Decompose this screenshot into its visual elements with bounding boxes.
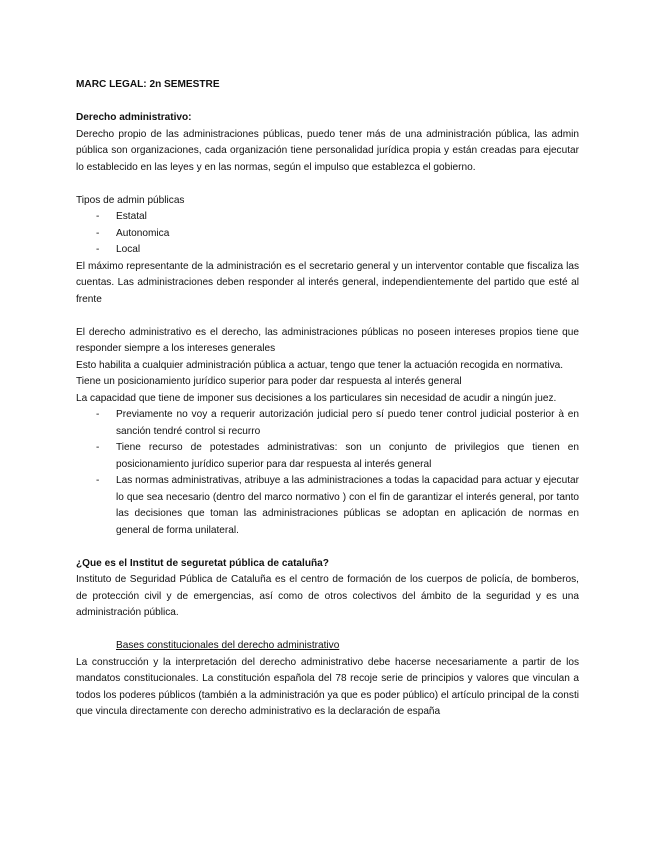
paragraph: Esto habilita a cualquier administración pública a actuar, tengo que tener la actuación recogida en normativa. bbox=[76, 359, 564, 371]
types-list bbox=[76, 209, 579, 259]
paragraph: Tiene un posicionamiento jurídico superior para poder dar respuesta al interés general bbox=[76, 376, 462, 387]
list-item: - Local bbox=[76, 242, 579, 259]
bullet-list bbox=[76, 407, 579, 539]
paragraph: Instituto de Seguridad Pública de Cataluña es el centro de formación de los cuerpos de policía, de bomberos, de protección civil y de emergencias, así como de otros colectivos del ámbito de la seguridad y es una administración pública. bbox=[76, 574, 579, 618]
paragraph: El máximo representante de la administración es el secretario general y un interventor contable que fiscaliza las cuentas. Las administraciones deben responder al interés general, independientemente del partido que esté al frente bbox=[76, 260, 579, 305]
list-item: - Previamente no voy a requerir autorización judicial pero sí puedo tener control judicial posterior à en sanción tendré control si recurro bbox=[76, 407, 579, 440]
section-heading-bases-constitucionales: Bases constitucionales del derecho administrativo bbox=[116, 640, 340, 651]
list-item: - Autonomica bbox=[76, 226, 579, 243]
list-item: - Tiene recurso de potestades administrativas: son un conjunto de privilegios que tienen en posicionamiento jurídico superior para dar respuesta al interés general bbox=[76, 440, 579, 473]
paragraph: La capacidad que tiene de imponer sus decisiones a los particulares sin necesidad de acudir a ningún juez. bbox=[76, 392, 557, 404]
document-title: MARC LEGAL: 2n SEMESTRE bbox=[76, 79, 220, 90]
types-label: Tipos de admin públicas bbox=[76, 194, 185, 206]
paragraph: La construcción y la interpretación del derecho administrativo debe hacerse necesariamente a partir de los mandatos constitucionales. La constitución española del 78 recoje serie de principios y valores que vinculan a todos los poderes públicos (también a la administración ya que es poder público) el artículo principal de la consti que vincula directamente con derecho administrativo es la declaración de españa bbox=[76, 656, 579, 717]
section-heading-institut: ¿Que es el Institut de seguretat pública de cataluña? bbox=[76, 557, 329, 569]
paragraph: El derecho administrativo es el derecho, las administraciones públicas no poseen intereses propios tiene que responder siempre a los intereses generales bbox=[76, 326, 579, 354]
list-item: - Las normas administrativas, atribuye a las administraciones a todas la capacidad para actuar y ejecutar lo que sea necesario (dentro del marco normativo ) con el fin de garantizar el interés general, por tanto las decisiones que toman las administraciones públicas se adoptan en aplicación de normas en general de forma unilateral. bbox=[76, 473, 579, 539]
section-heading-derecho-administrativo: Derecho administrativo: bbox=[76, 112, 192, 123]
list-item: - Estatal bbox=[76, 209, 579, 226]
paragraph: Derecho propio de las administraciones públicas, puedo tener más de una administración pública, las admin pública son organizaciones, cada organización tiene personalidad jurídica propia y están creadas para ejecutar lo establecido en las leyes y en las normas, según el impulso que establezca el gobierno. bbox=[76, 128, 579, 173]
